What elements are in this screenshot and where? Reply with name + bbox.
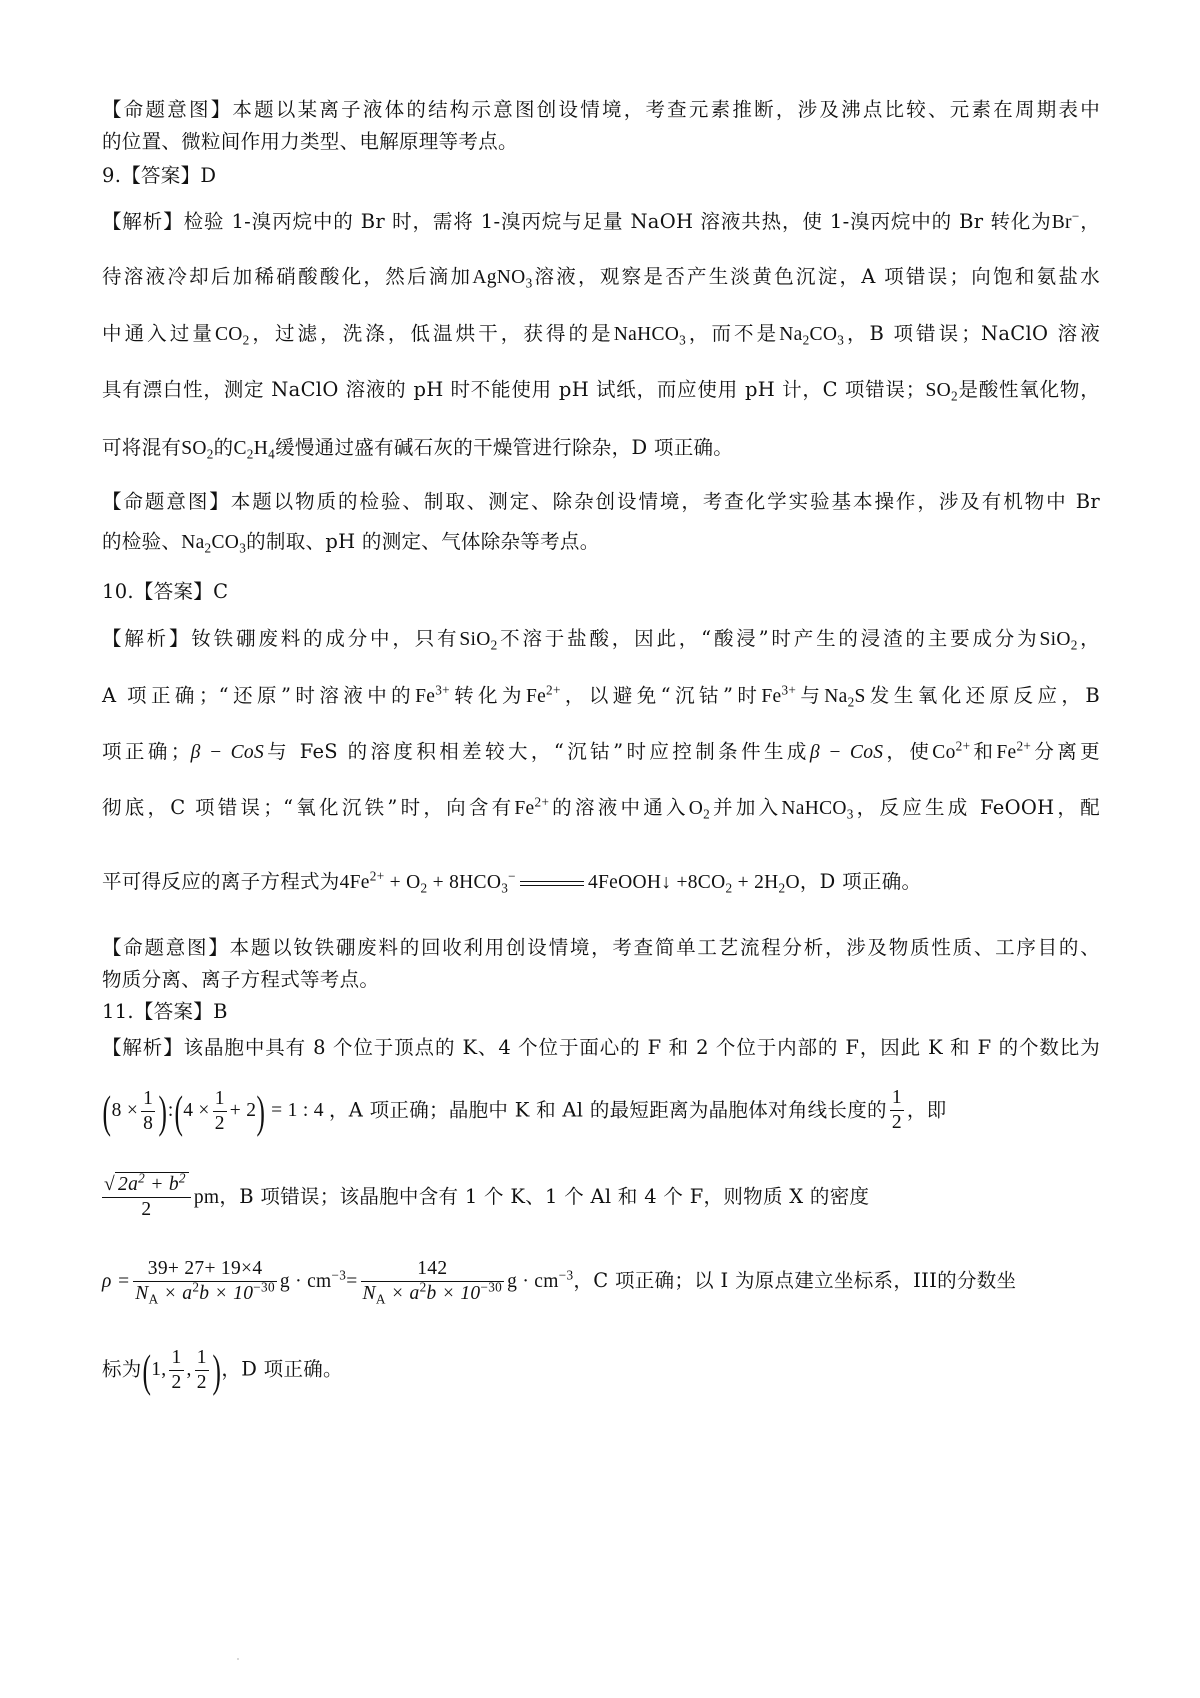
b10: b × 10 xyxy=(426,1283,481,1304)
frac-num: 1 xyxy=(890,1086,904,1111)
sqrt-body xyxy=(115,1172,189,1197)
sqrt-b: + b xyxy=(145,1174,179,1195)
beta-cos-b: β − CoS xyxy=(809,742,884,763)
q9-a3-mid: ，过滤，洗涤，低温烘干，获得的是 xyxy=(249,322,614,345)
nahco3-b-sub: 3 xyxy=(846,806,854,822)
na2co3b-co: CO xyxy=(211,532,240,553)
na-sub: A xyxy=(148,1291,159,1307)
co-ion: Co xyxy=(932,742,956,763)
paren-open-2: ( xyxy=(174,1085,183,1137)
coord-x: 1, xyxy=(151,1359,167,1381)
q10-intent-line-1 xyxy=(102,936,1100,960)
q10-a1-pre: 【解析】钕铁硼废料的成分中，只有 xyxy=(102,627,460,650)
q10-intent-line-2 xyxy=(102,968,1100,992)
a2-sup: 2 xyxy=(419,1279,427,1295)
q9-intent-text-1: 【命题意图】本题以物质的检验、制取、测定、除杂创设情境，考查化学实验基本操作，涉及有机物中 Br xyxy=(102,490,1100,513)
q10-a1-mid: 不溶于盐酸，因此，“酸浸”时产生的浸渣的主要成分为 xyxy=(497,627,1040,650)
q10-a3-post: 分离更 xyxy=(1031,740,1100,763)
nahco3: NaHCO xyxy=(613,324,680,345)
paren-close-2: ) xyxy=(256,1085,266,1137)
q11-a2-mid: ，A 项正确；晶胞中 K 和 Al 的最短距离为晶胞体对角线长度的 xyxy=(328,1098,887,1122)
na2co3b-na: Na xyxy=(181,532,205,553)
coordinate xyxy=(142,1344,222,1396)
paren-close-1: ) xyxy=(158,1085,168,1137)
fe2-c: Fe xyxy=(996,742,1017,763)
q11-answer-text: 11.【答案】B xyxy=(102,1000,228,1023)
unit-gcm: g · cm xyxy=(507,1271,559,1292)
q9-analysis-line-1 xyxy=(102,210,1100,235)
eq-o2-sub: 2 xyxy=(420,880,428,896)
q9-analysis-line-4 xyxy=(102,378,1100,403)
density-num-1: 39+ 27+ 19×4 xyxy=(133,1257,277,1282)
eq-fe: 4Fe xyxy=(339,872,370,893)
q9-a1-text: 【解析】检验 1-溴丙烷中的 Br 时，需将 1-溴丙烷与足量 NaOH 溶液共热，使 1-溴丙烷中的 Br 转化为 xyxy=(102,210,1052,233)
q9-a3-post: ，B 项错误；NaClO 溶液 xyxy=(844,322,1100,345)
beta-cos: β − CoS xyxy=(190,742,265,763)
na2s-s: S xyxy=(854,686,866,707)
q10-a3-mid2: ，使 xyxy=(883,740,933,763)
frac-num: 1 xyxy=(213,1087,227,1112)
rho: ρ = xyxy=(102,1271,131,1292)
b10: b × 10 xyxy=(199,1283,254,1304)
q10-a2-mid3: 与 xyxy=(796,684,825,707)
q10-a2-pre: A 项正确；“还原”时溶液中的 xyxy=(102,684,416,707)
q10-a3-mid: 与 FeS 的溶度积相差较大，“沉钴”时应控制条件生成 xyxy=(264,740,810,763)
q9-answer-text: 9.【答案】D xyxy=(102,164,217,187)
density-unit-1 xyxy=(279,1267,347,1292)
fe2-c-charge: 2+ xyxy=(1016,738,1032,754)
exp-sup: −30 xyxy=(480,1279,503,1295)
q11-a5-pre: 标为 xyxy=(102,1357,142,1381)
q10-answer-text: 10.【答案】C xyxy=(102,580,229,603)
a2-sup: 2 xyxy=(192,1279,200,1295)
fe2-d-charge: 2+ xyxy=(534,794,550,810)
q8-intent-line-1 xyxy=(102,98,1100,122)
eq-o: O xyxy=(785,872,800,893)
q9-a4-pre: 具有漂白性，测定 NaClO 溶液的 pH 时不能使用 pH 试纸，而应使用 pH 计，C 项错误； xyxy=(102,378,926,401)
q9-a2-pre: 待溶液冷却后加稀硝酸酸化，然后滴加 xyxy=(102,265,473,288)
eq-o2: + O xyxy=(384,872,421,893)
q10-a4-mid: 的溶液中通入 xyxy=(549,796,689,819)
ratio-8x: 8 × xyxy=(111,1100,139,1122)
q10-a3-pre: 项正确； xyxy=(102,740,191,763)
coord-z xyxy=(195,1346,209,1396)
q10-analysis-line-5 xyxy=(102,870,1100,895)
frac-den: 8 xyxy=(143,1113,154,1135)
q11-a5-post: ，D 项正确。 xyxy=(221,1357,343,1381)
distance-numerator: √ $2a^2 + b^2$ xyxy=(102,1172,191,1198)
sio2-sub: 2 xyxy=(490,637,498,653)
so2-b-sub: 2 xyxy=(206,446,214,462)
a2: × a xyxy=(158,1283,193,1304)
frac-den: 2 xyxy=(196,1372,207,1394)
q10-a5-pre: 平可得反应的离子方程式为 xyxy=(102,870,340,893)
q10-a2-mid2: ，以避免“沉钴”时 xyxy=(560,684,762,707)
ratio-result: = 1 : 4 xyxy=(271,1100,324,1122)
sio2-b-sub: 2 xyxy=(1070,637,1078,653)
ratio-expression xyxy=(102,1085,329,1137)
eq-hco3-charge: − xyxy=(508,868,516,884)
q11-a3-post: ，B 项错误；该晶胞中含有 1 个 K、1 个 Al 和 4 个 F，则物质 X 的密度 xyxy=(219,1184,870,1208)
sqrt-sup1: 2 xyxy=(138,1170,146,1186)
frac-num: 1 xyxy=(195,1346,209,1371)
nahco3-b: NaHCO xyxy=(781,798,847,819)
so2-b: SO xyxy=(181,438,207,459)
q9-a4-post: 是酸性氧化物， xyxy=(957,378,1100,401)
coord-comma: , xyxy=(186,1359,192,1381)
q9-a3-mid2: ，而不是 xyxy=(686,322,780,345)
q8-intent-line-2 xyxy=(102,130,1100,154)
q9-analysis-line-5 xyxy=(102,436,1100,461)
c2h4-c: C xyxy=(233,438,247,459)
coord-y xyxy=(169,1346,183,1396)
so2-sub: 2 xyxy=(951,388,958,404)
coord-paren-open: ( xyxy=(142,1344,151,1396)
frac-den: 2 xyxy=(214,1113,225,1135)
eq-h2o: + 2H xyxy=(732,872,779,893)
q10-analysis-line-2 xyxy=(102,684,1100,709)
distance-fraction xyxy=(102,1172,191,1223)
agno3: AgNO xyxy=(472,267,526,288)
q10-analysis-line-1 xyxy=(102,627,1100,652)
sqrt-sup2: 2 xyxy=(178,1170,186,1186)
unit-sup: −3 xyxy=(558,1267,574,1283)
q9-analysis-line-2 xyxy=(102,265,1100,290)
scan-speck xyxy=(237,1658,239,1660)
q10-a4-mid2: 并加入 xyxy=(710,796,782,819)
br-charge: − xyxy=(1071,208,1080,224)
paren-open-1: ( xyxy=(102,1085,112,1137)
sqrt-2a: 2a xyxy=(118,1174,139,1195)
fraction-1-2 xyxy=(213,1087,227,1137)
na: N xyxy=(362,1283,376,1304)
q10-intent-text-2: 物质分离、离子方程式等考点。 xyxy=(102,968,380,991)
q11-a2-post: ，即 xyxy=(906,1098,947,1122)
frac-den: 2 xyxy=(171,1372,182,1394)
density-fraction-1 xyxy=(133,1257,277,1307)
eq-co2-sub: 2 xyxy=(725,880,733,896)
q10-a5-post: ，D 项正确。 xyxy=(799,870,922,893)
na2co3-sub1: 2 xyxy=(802,332,810,348)
q9-a5-mid: 的 xyxy=(213,436,234,459)
eq-fe-charge: 2+ xyxy=(369,868,385,884)
q11-analysis-line-5 xyxy=(102,1346,1100,1396)
fe3-b-charge: 3+ xyxy=(781,682,797,698)
so2: SO xyxy=(925,380,952,401)
a2: × a xyxy=(385,1283,420,1304)
density-unit-2 xyxy=(507,1267,574,1292)
density-den-1 xyxy=(133,1279,277,1307)
frac-num: 1 xyxy=(141,1087,155,1112)
fe2: Fe xyxy=(525,686,547,707)
q11-a4-post: ，C 项正确；以 I 为原点建立坐标系，III的分数坐 xyxy=(573,1269,1017,1292)
q9-a1-end: ， xyxy=(1079,210,1100,233)
coord-paren-close: ) xyxy=(212,1344,221,1396)
q11-analysis-line-3 xyxy=(102,1172,1100,1223)
q10-a4-post: ，反应生成 FeOOH，配 xyxy=(853,796,1100,819)
na2co3-co: CO xyxy=(809,324,838,345)
na2co3-na: Na xyxy=(779,324,803,345)
q9-intent2-pre: 的检验、 xyxy=(102,530,182,553)
q10-a2-post: 发生氧化还原反应，B xyxy=(865,684,1100,707)
unit-gcm: g · cm xyxy=(279,1271,332,1292)
q10-answer xyxy=(102,580,1100,604)
q10-analysis-line-4 xyxy=(102,796,1100,821)
na2s-sub: 2 xyxy=(847,694,855,710)
density-fraction-2 xyxy=(361,1257,505,1307)
equals: = xyxy=(346,1271,358,1292)
q9-analysis-line-3 xyxy=(102,322,1100,347)
q8-intent-text-2: 的位置、微粒间作用力类型、电解原理等考点。 xyxy=(102,130,518,153)
sio2-b: SiO xyxy=(1039,629,1071,650)
ratio-colon: : xyxy=(167,1100,174,1122)
fraction-half xyxy=(890,1086,904,1136)
q9-a2-post: 溶液，观察是否产生淡黄色沉淀，A 项错误；向饱和氨盐水 xyxy=(532,265,1100,288)
q11-analysis-line-4 xyxy=(102,1256,1100,1307)
eq-feooh: 4FeOOH↓ +8CO xyxy=(587,872,726,893)
q10-a2-mid: 转化为 xyxy=(449,684,526,707)
nahco3-sub: 3 xyxy=(679,332,687,348)
eq-hco3-sub: 3 xyxy=(501,880,509,896)
co2: CO xyxy=(214,324,243,345)
na2s-na: Na xyxy=(824,686,848,707)
q11-analysis-line-1 xyxy=(102,1036,1100,1060)
exp-sup: −30 xyxy=(253,1279,275,1295)
q10-a1-end: ， xyxy=(1077,627,1100,650)
q9-a3-pre: 中通入过量 xyxy=(102,322,215,345)
agno3-sub: 3 xyxy=(525,275,533,291)
q11-analysis-line-2 xyxy=(102,1086,1100,1137)
sio2: SiO xyxy=(459,629,491,650)
q9-answer xyxy=(102,164,1100,188)
eq-h2o-sub: 2 xyxy=(778,880,786,896)
fe3-charge: 3+ xyxy=(435,682,450,698)
density-den-2 xyxy=(361,1279,505,1307)
q10-a4-pre: 彻底，C 项错误；“氧化沉铁”时，向含有 xyxy=(102,796,515,819)
unit-sup: −3 xyxy=(331,1267,347,1283)
fe3: Fe xyxy=(415,686,436,707)
na2co3-sub2: 3 xyxy=(837,332,845,348)
q10-a3-mid3: 和 xyxy=(970,740,997,763)
distance-denominator: 2 xyxy=(141,1199,152,1221)
q9-intent-line-1 xyxy=(102,490,1100,514)
ratio-plus2: + 2 xyxy=(229,1100,257,1122)
o2: O xyxy=(688,798,704,819)
br-ion: Br xyxy=(1051,212,1072,233)
o2-sub: 2 xyxy=(703,806,711,822)
ratio-4x: 4 × xyxy=(183,1100,210,1122)
q9-a5-post: 缓慢通过盛有碱石灰的干燥管进行除杂，D 项正确。 xyxy=(275,436,734,459)
c2h4-h: H xyxy=(253,438,269,459)
q9-a5-pre: 可将混有 xyxy=(102,436,182,459)
q8-intent-text-1: 【命题意图】本题以某离子液体的结构示意图创设情境，考查元素推断，涉及沸点比较、元素在周期表中 xyxy=(102,98,1100,121)
co-charge: 2+ xyxy=(955,738,971,754)
q11-a1-text: 【解析】该晶胞中具有 8 个位于顶点的 K、4 个位于面心的 F 和 2 个位于内部的 F，因此 K 和 F 的个数比为 xyxy=(102,1036,1100,1059)
density-num-2: 142 xyxy=(361,1257,505,1282)
fe2-d: Fe xyxy=(514,798,535,819)
q11-answer xyxy=(102,1000,1100,1024)
q9-intent2-post: 的制取、pH 的测定、气体除杂等考点。 xyxy=(246,530,600,553)
fe3-b: Fe xyxy=(761,686,782,707)
co2-sub: 2 xyxy=(242,332,250,348)
c2h4-sub2: 4 xyxy=(268,446,276,462)
na-sub: A xyxy=(375,1291,386,1307)
unit-pm: pm xyxy=(193,1186,220,1208)
frac-num: 1 xyxy=(169,1346,183,1371)
equation-double-bar xyxy=(520,881,584,886)
fraction-1-8 xyxy=(141,1087,155,1137)
q10-analysis-line-3 xyxy=(102,740,1100,765)
q10-intent-text-1: 【命题意图】本题以钕铁硼废料的回收利用创设情境，考查简单工艺流程分析，涉及物质性质、工序目的、 xyxy=(102,936,1100,959)
eq-hco3: + 8HCO xyxy=(427,872,502,893)
c2h4-sub1: 2 xyxy=(246,446,254,462)
q9-intent-line-2 xyxy=(102,530,1100,555)
na2co3b-sub1: 2 xyxy=(204,540,212,556)
frac-den: 2 xyxy=(891,1112,902,1134)
fe2-charge: 2+ xyxy=(546,682,561,698)
na: N xyxy=(135,1283,149,1304)
na2co3b-sub2: 3 xyxy=(239,540,247,556)
ionic-equation xyxy=(339,868,800,896)
